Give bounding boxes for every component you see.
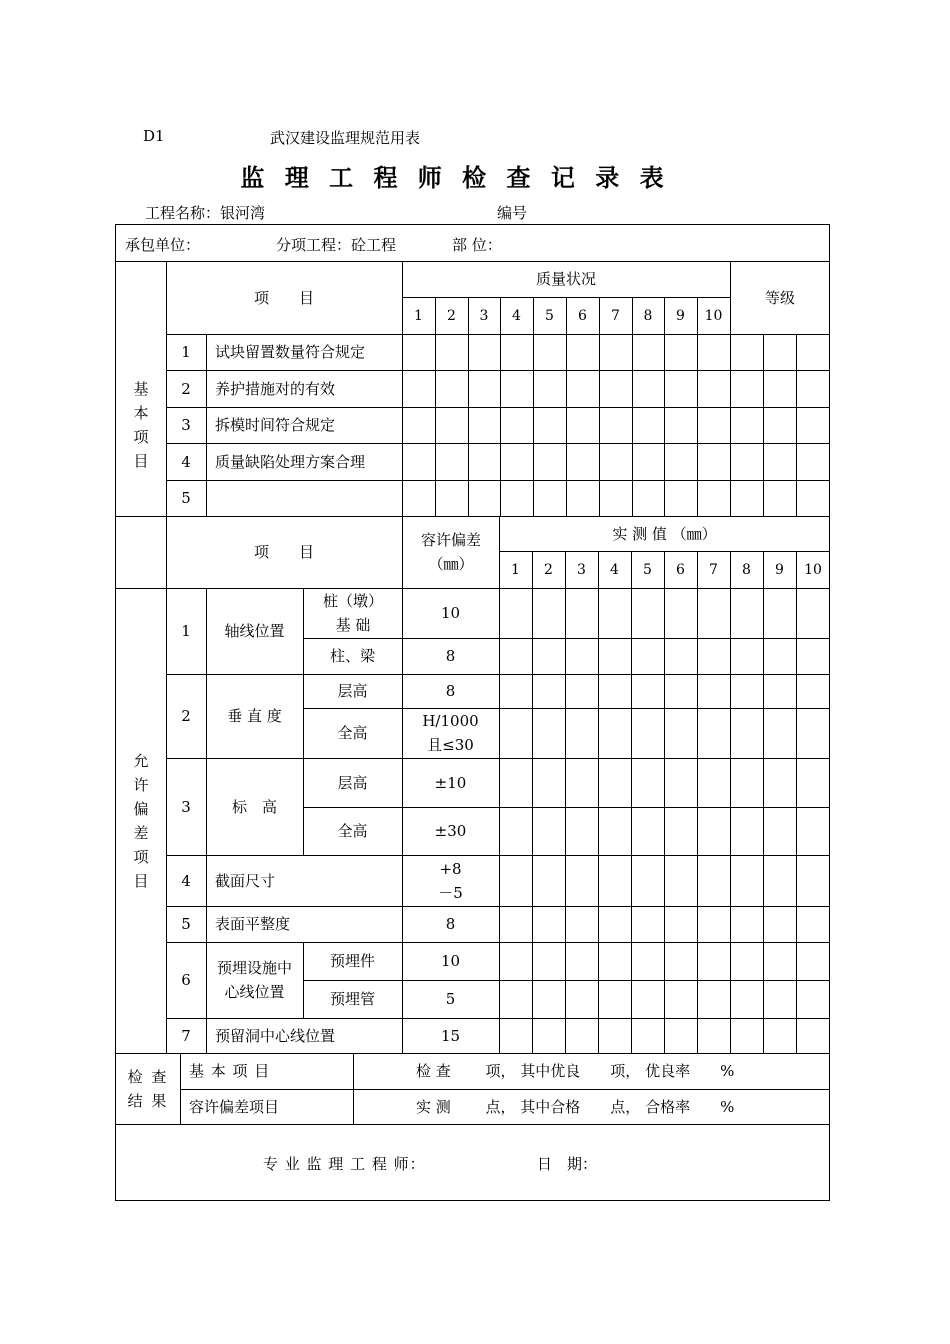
tolerance-row-number: 6 [181, 971, 191, 989]
tolerance-row-number: 7 [181, 1026, 191, 1045]
measured-column-10: 10 [804, 561, 822, 578]
serial-label: 编号 [497, 204, 528, 222]
tolerance-section-label: 允许偏差项目 [133, 751, 149, 890]
tolerance-sub-item: 全高 [337, 822, 368, 840]
measured-column-5: 5 [643, 561, 652, 578]
quality-column-10: 10 [704, 307, 723, 324]
tolerance-item-name: 截面尺寸 [215, 871, 276, 890]
tolerance-value: ±30 [434, 822, 467, 840]
tolerance-sub-item: 预埋管 [329, 990, 375, 1008]
basic-row-text [206, 480, 411, 516]
basic-row-number: 2 [181, 379, 191, 398]
measured-column-9: 9 [775, 561, 784, 578]
tolerance-sub-item: 层高 [337, 682, 368, 700]
location-label: 部 位： [452, 236, 502, 254]
measured-column-3: 3 [577, 561, 586, 578]
tolerance-sub-item: 柱、梁 [329, 647, 375, 665]
quality-column-4: 4 [512, 307, 521, 324]
basic-row-text: 拆模时间符合规定 [215, 416, 336, 434]
date-label: 日 期： [537, 1155, 598, 1173]
result-basic-label: 基 本 项 目 [189, 1062, 271, 1080]
measured-column-4: 4 [610, 561, 619, 578]
project-name: 工程名称：银河湾 [145, 204, 266, 222]
tolerance-row-number: 1 [181, 622, 191, 640]
quality-column-5: 5 [545, 307, 554, 324]
basic-row-number: 1 [181, 343, 191, 361]
result-tol-label: 容许偏差项目 [189, 1097, 280, 1116]
tolerance-item-name: 预埋设施中心线位置 [216, 959, 292, 1001]
tolerance-value: 5 [445, 990, 456, 1008]
form-code: D1 [143, 127, 165, 145]
tolerance-sub-item: 全高 [337, 724, 368, 742]
basic-item-header: 项 目 [253, 288, 314, 307]
tolerance-value: ±10 [434, 773, 467, 792]
tolerance-item-name: 垂 直 度 [227, 707, 282, 725]
form-source: 武汉建设监理规范用表 [270, 129, 421, 147]
tolerance-item-name: 标 高 [231, 797, 277, 816]
tolerance-value: 8 [445, 682, 456, 700]
tolerance-value: 10 [440, 952, 461, 970]
tolerance-value: H/1000 且≤30 [422, 712, 479, 754]
quality-column-9: 9 [676, 307, 685, 324]
tolerance-row-number: 2 [181, 707, 191, 725]
measured-column-6: 6 [676, 561, 685, 578]
tolerance-row-number: 3 [181, 797, 191, 816]
tolerance-item-name: 轴线位置 [224, 622, 285, 640]
tolerance-value: 8 [445, 915, 456, 933]
tolerance-sub-item: 层高 [337, 773, 368, 792]
tolerance-header: 容许偏差（㎜） [420, 531, 481, 573]
tolerance-item-header: 项 目 [253, 543, 314, 561]
basic-section-label: 基本项目 [133, 380, 149, 470]
engineer-label: 专 业 监 理 工 程 师： [263, 1155, 426, 1173]
basic-row-number: 4 [181, 452, 191, 471]
basic-row-number: 3 [181, 416, 191, 434]
quality-column-8: 8 [643, 307, 653, 324]
result-tol-text: 实 测 点， 其中合格 点， 合格率 % [416, 1097, 735, 1116]
quality-column-3: 3 [479, 307, 489, 324]
basic-row-text: 试块留置数量符合规定 [215, 343, 366, 361]
quality-column-1: 1 [414, 307, 423, 324]
tolerance-row-number: 5 [181, 915, 191, 933]
basic-row-number: 5 [181, 489, 191, 507]
tolerance-value: +8 －5 [438, 859, 463, 902]
measured-column-8: 8 [742, 561, 751, 578]
quality-column-2: 2 [447, 307, 456, 324]
tolerance-value: 8 [445, 647, 456, 665]
measured-column-2: 2 [544, 561, 553, 578]
tolerance-sub-item: 预埋件 [329, 952, 375, 970]
basic-row-text: 养护措施对的有效 [215, 379, 336, 398]
tolerance-item-name: 表面平整度 [215, 915, 291, 933]
contractor-label: 承包单位： [125, 236, 201, 254]
quality-header: 质量状况 [535, 270, 596, 288]
result-basic-text: 检 查 项， 其中优良 项， 优良率 % [416, 1062, 735, 1080]
tolerance-item-name: 预留洞中心线位置 [215, 1026, 336, 1045]
sub-project-label: 分项工程：砼工程 [276, 236, 397, 254]
quality-column-6: 6 [578, 307, 587, 324]
quality-column-7: 7 [611, 307, 620, 324]
measured-column-7: 7 [709, 561, 718, 578]
measured-column-1: 1 [511, 561, 520, 578]
tolerance-value: 15 [440, 1026, 461, 1045]
tolerance-sub-item: 桩（墩）基 础 [322, 592, 383, 634]
tolerance-value: 10 [440, 604, 461, 622]
result-label: 检 查 结 果 [127, 1067, 169, 1110]
tolerance-row-number: 4 [181, 871, 191, 890]
page-title: 监 理 工 程 师 检 查 记 录 表 [240, 163, 670, 192]
grade-header: 等级 [764, 288, 795, 307]
measured-header: 实 测 值 （㎜） [612, 524, 717, 543]
basic-row-text: 质量缺陷处理方案合理 [215, 452, 366, 471]
